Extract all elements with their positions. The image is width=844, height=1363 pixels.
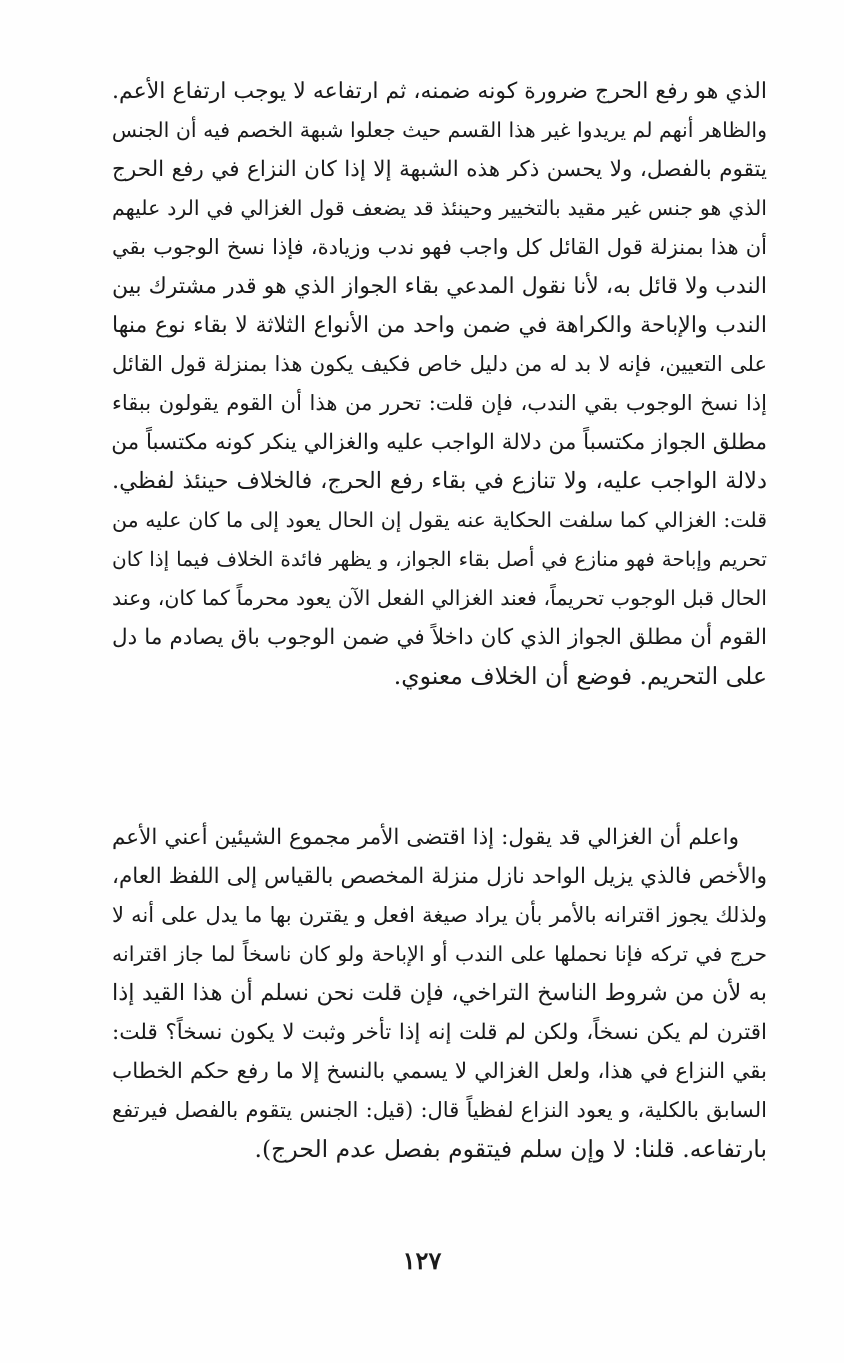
page-number: ١٢٧ — [402, 1246, 442, 1275]
text-line: أن هذا بمنزلة قول القائل كل واجب فهو ندب وزيادة، فإذا نسخ الوجوب بقي — [112, 235, 767, 259]
text-line: القوم أن مطلق الجواز الذي كان داخلاً في ضمن الوجوب باق يصادم ما دل — [112, 625, 767, 650]
text-line: والظاهر أنهم لم يريدوا غير هذا القسم حيث جعلوا شبهة الخصم فيه أن الجنس — [111, 118, 767, 142]
text-line: اقترن لم يكن نسخاً، ولكن لم قلت إنه إذا تأخر وثبت لا يكون نسخاً؟ قلت: — [112, 1020, 767, 1045]
text-line: بقي النزاع في هذا، ولعل الغزالي لا يسمي بالنسخ إلا ما رفع حكم الخطاب — [112, 1059, 767, 1084]
text-line: واعلم أن الغزالي قد يقول: إذا اقتضى الأمر مجموع الشيئين أعني الأعم — [112, 825, 739, 850]
text-line: به لأن من شروط الناسخ التراخي، فإن قلت نحن نسلم أن هذا القيد إذا — [112, 980, 767, 1006]
text-line: مطلق الجواز مكتسباً من دلالة الواجب عليه والغزالي ينكر كونه مكتسباً من — [111, 430, 767, 455]
text-line: الندب ولا قائل به، لأنا نقول المدعي بقاء الجواز الذي هو قدر مشترك بين — [112, 274, 767, 299]
text-line: حرج في تركه فإنا نحملها على الندب أو الإباحة ولو كان ناسخاً لما جاز اقترانه — [112, 942, 767, 966]
text-line: الحال قبل الوجوب تحريماً، فعند الغزالي الفعل الآن يعود محرماً كما كان، وعند — [112, 586, 767, 610]
paragraph-2 — [112, 818, 767, 1169]
text-line: الذي هو جنس غير مقيد بالتخيير وحينئذ قد يضعف قول الغزالي في الرد عليهم — [112, 196, 767, 220]
paragraph-1 — [112, 72, 767, 696]
text-line: ولذلك يجوز اقترانه بالأمر بأن يراد صيغة افعل و يقترن بها ما يدل على أنه لا — [112, 903, 767, 927]
text-line: الذي هو رفع الحرج ضرورة كونه ضمنه، ثم ارتفاعه لا يوجب ارتفاع الأعم. — [112, 79, 767, 104]
text-line: الندب والإباحة والكراهة في ضمن واحد من الأنواع الثلاثة لا بقاء نوع منها — [112, 313, 767, 338]
text-line: على التعيين، فإنه لا بد له من دليل خاص فكيف يكون هذا بمنزلة قول القائل — [112, 352, 767, 376]
text-line: والأخص فالذي يزيل الواحد نازل منزلة المخصص بالقياس إلى اللفظ العام، — [112, 864, 767, 889]
text-line: إذا نسخ الوجوب بقي الندب، فإن قلت: تحرر من هذا أن القوم يقولون ببقاء — [112, 391, 767, 415]
text-line: بارتفاعه. قلنا: لا وإن سلم فيتقوم بفصل عدم الحرج). — [254, 1135, 767, 1163]
text-line: قلت: الغزالي كما سلفت الحكاية عنه يقول إن الحال يعود إلى ما كان عليه من — [112, 508, 767, 532]
text-line: يتقوم بالفصل، ولا يحسن ذكر هذه الشبهة إلا إذا كان النزاع في رفع الحرج — [112, 157, 767, 182]
text-line: على التحريم. فوضع أن الخلاف معنوي. — [393, 662, 767, 690]
text-line: دلالة الواجب عليه، ولا تنازع في بقاء رفع الحرج، فالخلاف حينئذ لفظي. — [112, 468, 767, 494]
text-line: تحريم وإباحة فهو منازع في أصل بقاء الجواز، و يظهر فائدة الخلاف فيما إذا كان — [112, 547, 767, 571]
text-line: السابق بالكلية، و يعود النزاع لفظياً قال: (قيل: الجنس يتقوم بالفصل فيرتفع — [112, 1098, 767, 1122]
